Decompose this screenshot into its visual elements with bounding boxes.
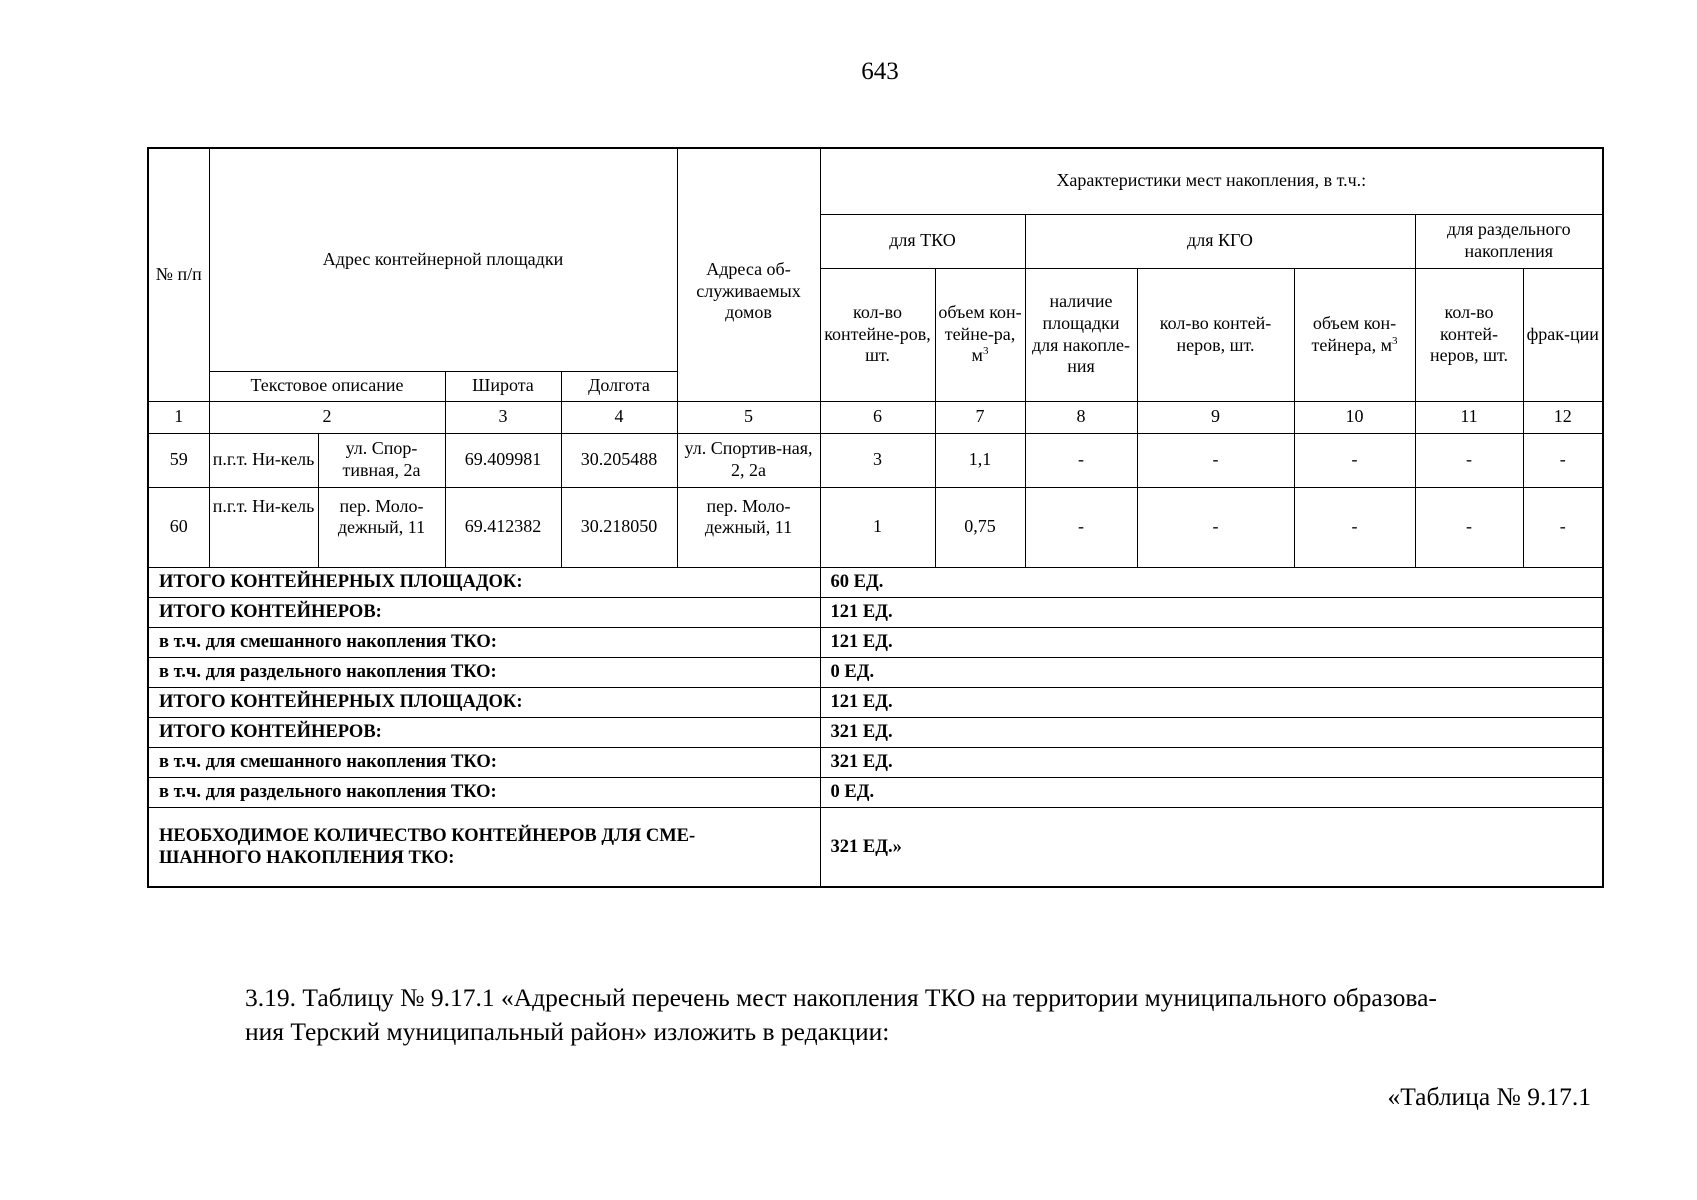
total-label: ИТОГО КОНТЕЙНЕРОВ: bbox=[148, 717, 820, 747]
row-c11: - bbox=[1415, 433, 1523, 487]
col-number: 9 bbox=[1137, 401, 1294, 433]
row-lat: 69.412382 bbox=[445, 487, 561, 567]
header-c7: объем кон-тейне-ра, $м^3$ bbox=[935, 268, 1025, 401]
table-caption: «Таблица № 9.17.1 bbox=[1387, 1082, 1591, 1111]
header-num: № п/п bbox=[148, 148, 209, 401]
col-number: 7 bbox=[935, 401, 1025, 433]
total-row bbox=[148, 747, 1603, 777]
total-value: 321 ЕД. bbox=[820, 717, 1603, 747]
row-c12: - bbox=[1523, 487, 1603, 567]
header-lat: Широта bbox=[445, 371, 561, 401]
page-number: 643 bbox=[861, 58, 899, 85]
header-c8: наличие площадки для накопле-ния bbox=[1025, 268, 1137, 401]
paragraph-line-2: ния Терский муниципальный район» изложить в редакции: bbox=[245, 1017, 890, 1046]
header-lon: Долгота bbox=[561, 371, 677, 401]
row-c11: - bbox=[1415, 487, 1523, 567]
total-value: 121 ЕД. bbox=[820, 687, 1603, 717]
header-text-desc: Текстовое описание bbox=[209, 371, 445, 401]
column-numbers-row bbox=[148, 401, 1603, 433]
header-kgo: для КГО bbox=[1025, 214, 1415, 268]
total-row bbox=[148, 567, 1603, 597]
total-value: 0 ЕД. bbox=[820, 657, 1603, 687]
total-value: 60 ЕД. bbox=[820, 567, 1603, 597]
row-c7: 1,1 bbox=[935, 433, 1025, 487]
row-num: 60 bbox=[148, 487, 209, 567]
col-number: 10 bbox=[1294, 401, 1415, 433]
total-value: 0 ЕД. bbox=[820, 777, 1603, 807]
col-number: 11 bbox=[1415, 401, 1523, 433]
total-row bbox=[148, 807, 1603, 887]
header-served: Адреса об-служиваемых домов bbox=[677, 148, 820, 401]
col-number: 4 bbox=[561, 401, 677, 433]
row-c8: - bbox=[1025, 433, 1137, 487]
total-label: в т.ч. для смешанного накопления ТКО: bbox=[148, 747, 820, 777]
col-number: 2 bbox=[209, 401, 445, 433]
total-row bbox=[148, 687, 1603, 717]
total-row bbox=[148, 777, 1603, 807]
col-number: 6 bbox=[820, 401, 935, 433]
total-row bbox=[148, 657, 1603, 687]
total-row bbox=[148, 717, 1603, 747]
row-c10: - bbox=[1294, 487, 1415, 567]
total-label: НЕОБХОДИМОЕ КОЛИЧЕСТВО КОНТЕЙНЕРОВ ДЛЯ СМЕ-ШАННОГО НАКОПЛЕНИЯ ТКО: bbox=[148, 807, 820, 887]
table-row bbox=[148, 487, 1603, 567]
row-c7: 0,75 bbox=[935, 487, 1025, 567]
header-separate: для раздельного накопления bbox=[1415, 214, 1603, 268]
total-value: 321 ЕД. bbox=[820, 747, 1603, 777]
col-number: 1 bbox=[148, 401, 209, 433]
total-value: 121 ЕД. bbox=[820, 627, 1603, 657]
row-c6: 3 bbox=[820, 433, 935, 487]
row-c8: - bbox=[1025, 487, 1137, 567]
row-lat: 69.409981 bbox=[445, 433, 561, 487]
total-row bbox=[148, 627, 1603, 657]
row-c9: - bbox=[1137, 433, 1294, 487]
row-street: ул. Спор-тивная, 2а bbox=[318, 433, 445, 487]
row-c12: - bbox=[1523, 433, 1603, 487]
containers-table bbox=[147, 147, 1604, 888]
table-row bbox=[148, 433, 1603, 487]
header-tko: для ТКО bbox=[820, 214, 1025, 268]
total-label: в т.ч. для смешанного накопления ТКО: bbox=[148, 627, 820, 657]
row-c6: 1 bbox=[820, 487, 935, 567]
total-label: ИТОГО КОНТЕЙНЕРНЫХ ПЛОЩАДОК: bbox=[148, 567, 820, 597]
total-value: 321 ЕД.» bbox=[820, 807, 1603, 887]
row-served: пер. Моло-дежный, 11 bbox=[677, 487, 820, 567]
header-characteristics: Характеристики мест накопления, в т.ч.: bbox=[820, 148, 1603, 214]
total-label: в т.ч. для раздельного накопления ТКО: bbox=[148, 777, 820, 807]
row-settlement: п.г.т. Ни-кель bbox=[209, 433, 318, 487]
row-c10: - bbox=[1294, 433, 1415, 487]
total-label: в т.ч. для раздельного накопления ТКО: bbox=[148, 657, 820, 687]
total-label: ИТОГО КОНТЕЙНЕРОВ: bbox=[148, 597, 820, 627]
col-number: 8 bbox=[1025, 401, 1137, 433]
header-c11: кол-во контей-неров, шт. bbox=[1415, 268, 1523, 401]
row-num: 59 bbox=[148, 433, 209, 487]
header-c10: объем кон-тейнера, $м^3$ bbox=[1294, 268, 1415, 401]
total-row bbox=[148, 597, 1603, 627]
row-served: ул. Спортив-ная, 2, 2а bbox=[677, 433, 820, 487]
row-street: пер. Моло-дежный, 11 bbox=[318, 487, 445, 567]
col-number: 3 bbox=[445, 401, 561, 433]
header-address: Адрес контейнерной площадки bbox=[209, 148, 677, 371]
header-c12: фрак-ции bbox=[1523, 268, 1603, 401]
row-c9: - bbox=[1137, 487, 1294, 567]
header-c6: кол-во контейне-ров, шт. bbox=[820, 268, 935, 401]
paragraph-line-1: 3.19. Таблицу № 9.17.1 «Адресный перечень мест накопления ТКО на территории муниципального образова- bbox=[245, 983, 1437, 1012]
col-number: 12 bbox=[1523, 401, 1603, 433]
row-lon: 30.205488 bbox=[561, 433, 677, 487]
total-value: 121 ЕД. bbox=[820, 597, 1603, 627]
row-lon: 30.218050 bbox=[561, 487, 677, 567]
row-settlement: п.г.т. Ни-кель bbox=[209, 487, 318, 567]
header-c9: кол-во контей-неров, шт. bbox=[1137, 268, 1294, 401]
total-label: ИТОГО КОНТЕЙНЕРНЫХ ПЛОЩАДОК: bbox=[148, 687, 820, 717]
col-number: 5 bbox=[677, 401, 820, 433]
